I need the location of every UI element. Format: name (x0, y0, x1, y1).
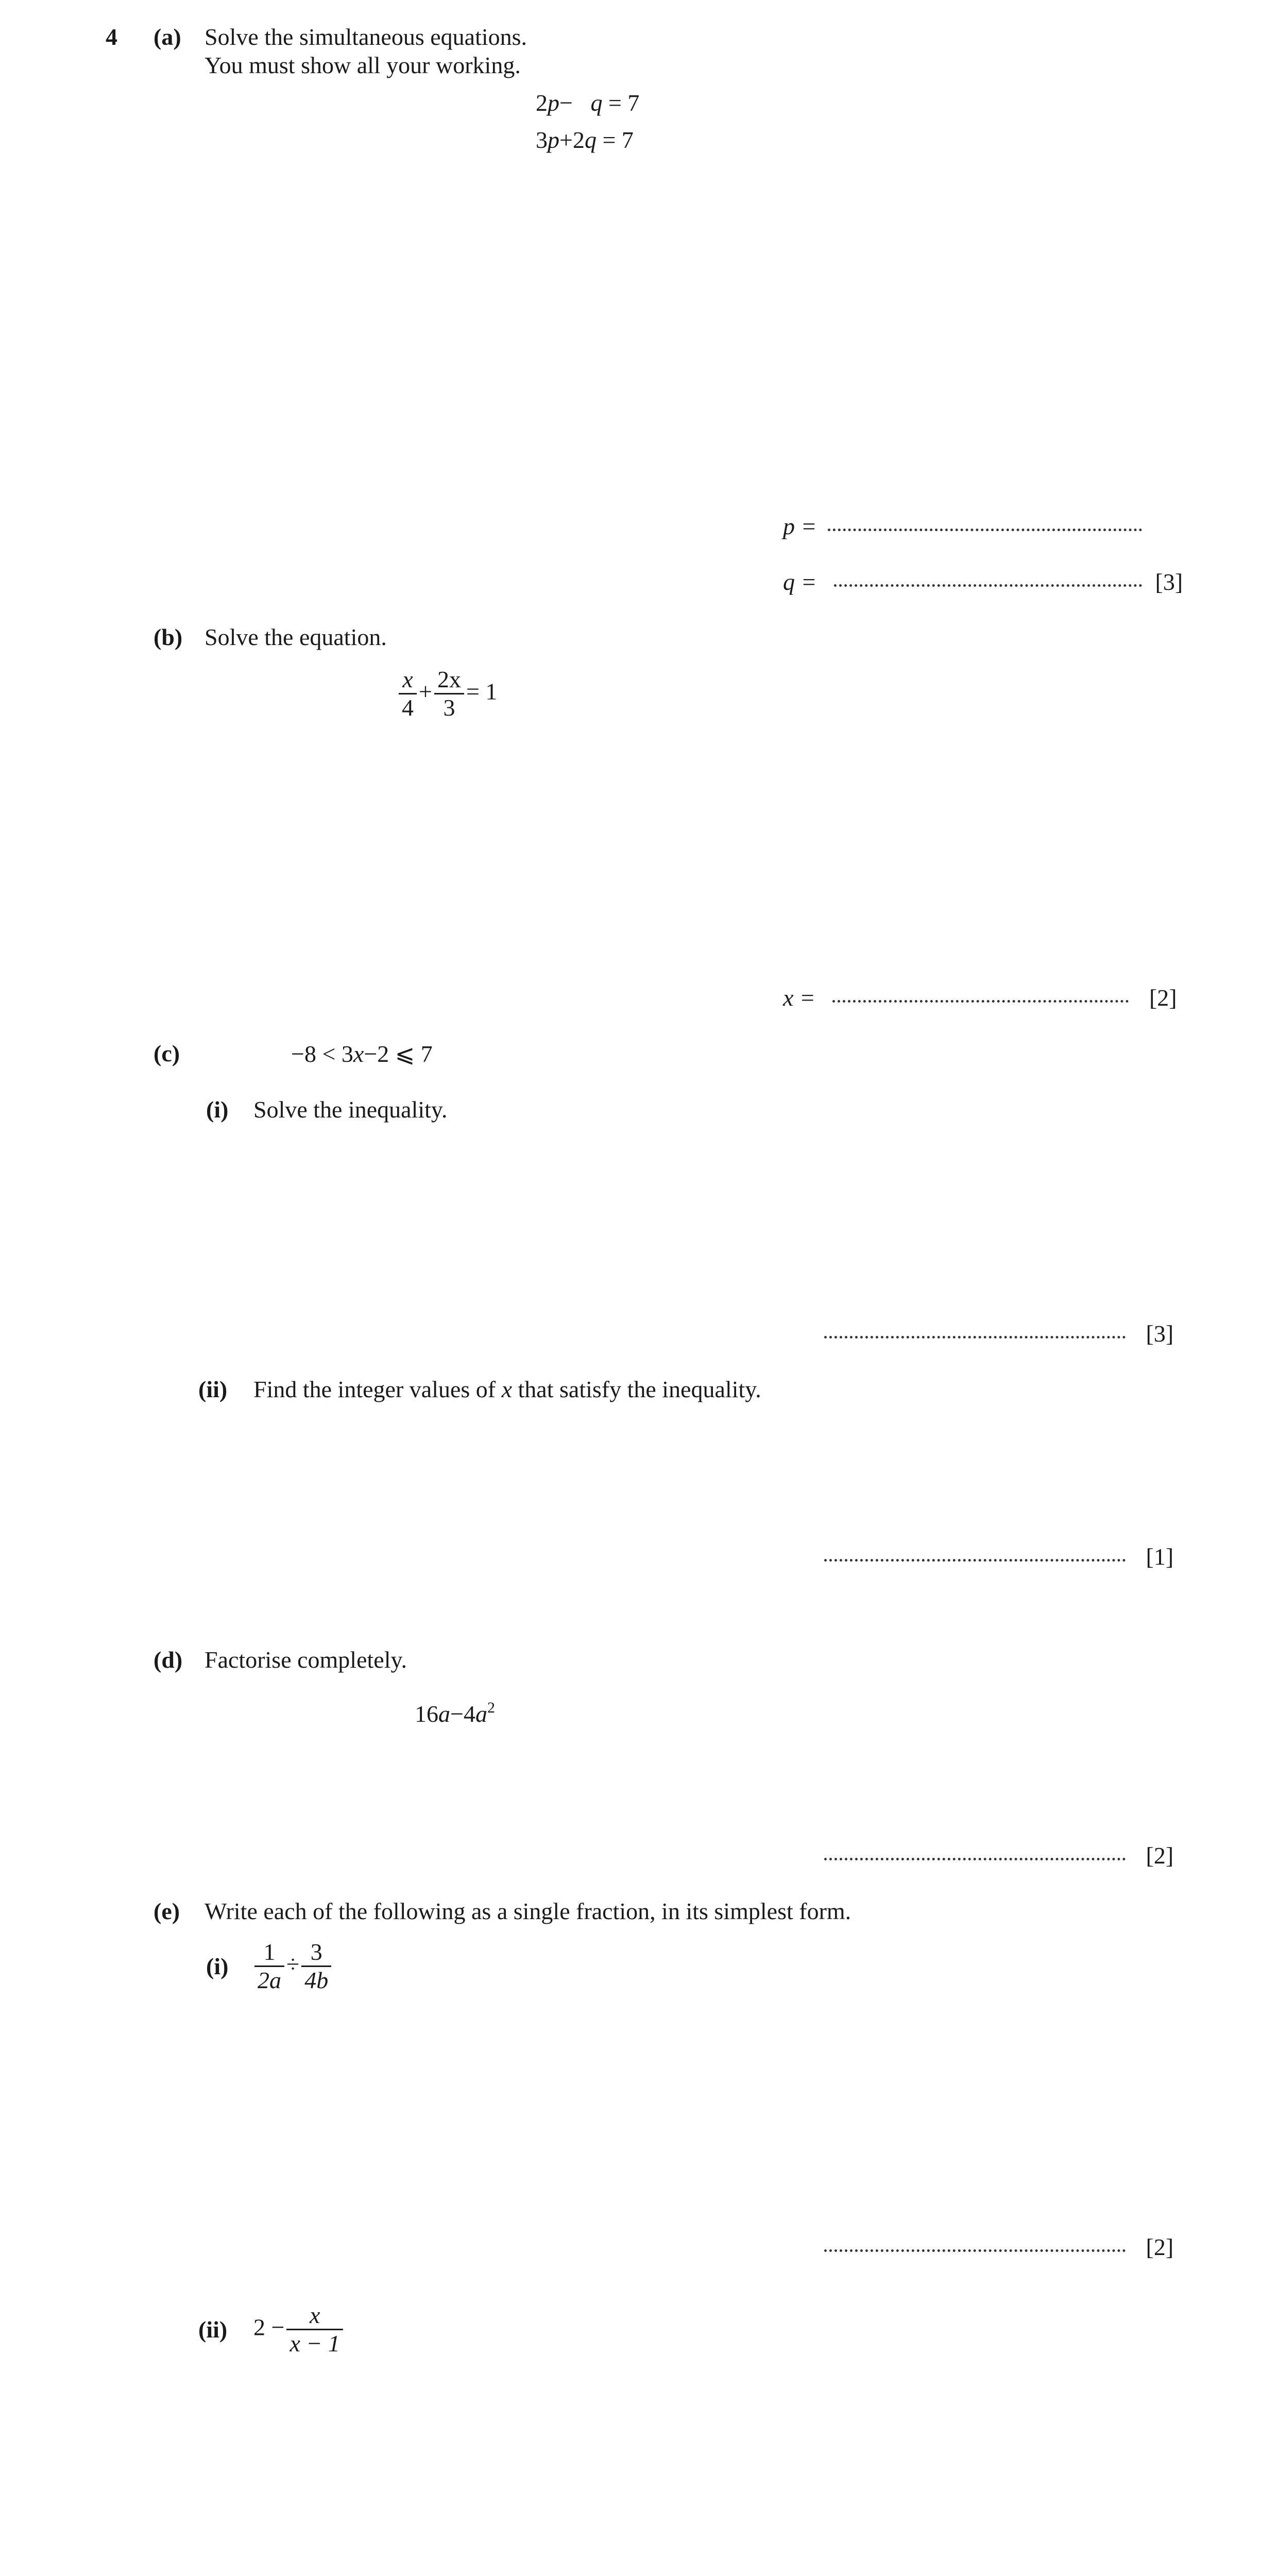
answer-line-p[interactable] (783, 513, 1142, 540)
marks-b: [2] (1149, 985, 1177, 1011)
answer-line-d[interactable] (824, 1842, 1173, 1869)
simultaneous-equation-1: 2p− q = 7 (536, 90, 640, 116)
part-c-i-instruction: Solve the inequality. (253, 1096, 448, 1123)
part-c-inequality: −8 < 3x−2 ⩽ 7 (291, 1041, 433, 1067)
part-e-i-label: (i) (206, 1953, 229, 1979)
simultaneous-equation-2: 3p+2q = 7 (536, 127, 634, 153)
answer-line-c-i[interactable] (824, 1320, 1173, 1347)
marks-c-ii: [1] (1146, 1544, 1174, 1570)
answer-dots-e-i[interactable] (824, 2249, 1126, 2252)
part-e-ii-label: (ii) (198, 2316, 228, 2343)
fraction-1-over-2a: $\frac{1}{2a}$ (254, 1940, 284, 1993)
part-b-instruction: Solve the equation. (205, 624, 387, 650)
part-e-label: (e) (154, 1898, 180, 1924)
answer-line-e-i[interactable] (824, 2233, 1173, 2261)
marks-a: [3] (1155, 569, 1183, 595)
answer-label-x: x = (783, 985, 815, 1011)
part-a-instruction-2: You must show all your working. (205, 52, 521, 78)
part-c-ii-label: (ii) (198, 1376, 228, 1402)
part-e-i-expression: $\frac{1}{2a}$ ÷ $\frac{3}{4b}$ (252, 1940, 333, 1993)
part-e-ii-expression: 2 − $\frac{x}{x - 1}$ (253, 2303, 345, 2357)
part-d-label: (d) (154, 1647, 183, 1673)
marks-e-i: [2] (1146, 2234, 1174, 2260)
answer-dots-c-i[interactable] (824, 1336, 1126, 1338)
answer-line-c-ii[interactable] (824, 1543, 1173, 1570)
answer-line-x[interactable] (783, 984, 1177, 1011)
part-c-label: (c) (154, 1040, 180, 1066)
part-b-label: (b) (154, 624, 183, 650)
part-c-i-label: (i) (206, 1096, 229, 1123)
part-b-equation: $\frac{x}{4}$ + $\frac{2x}{3}$ = 1 (397, 667, 497, 721)
answer-label-q: q = (783, 569, 817, 595)
fraction-x-over-4: $\frac{x}{4}$ (399, 667, 417, 721)
answer-dots-q[interactable] (834, 584, 1142, 587)
part-e-instruction: Write each of the following as a single fraction, in its simplest form. (205, 1898, 851, 1924)
part-d-expression: $16a-4a^2$ (415, 1699, 495, 1727)
part-d-instruction: Factorise completely. (205, 1647, 407, 1673)
fraction-2x-over-3: $\frac{2x}{3}$ (434, 667, 464, 721)
marks-d: [2] (1146, 1842, 1174, 1869)
answer-label-p: p = (783, 513, 817, 539)
answer-dots-p[interactable] (828, 529, 1142, 531)
answer-dots-d[interactable] (824, 1858, 1126, 1860)
part-a-label: (a) (154, 24, 181, 50)
answer-line-q[interactable] (783, 568, 1183, 596)
answer-dots-c-ii[interactable] (824, 1559, 1126, 1562)
fraction-x-over-x-minus-1: $\frac{x}{x - 1}$ (286, 2303, 343, 2357)
part-a-instruction: Solve the simultaneous equations. (205, 24, 527, 50)
fraction-3-over-4b: $\frac{3}{4b}$ (301, 1940, 331, 1993)
part-c-ii-instruction: Find the integer values of x that satisfy the inequality. (253, 1376, 761, 1402)
answer-dots-x[interactable] (832, 1000, 1129, 1003)
marks-c-i: [3] (1146, 1320, 1174, 1347)
question-number: 4 (106, 24, 117, 50)
